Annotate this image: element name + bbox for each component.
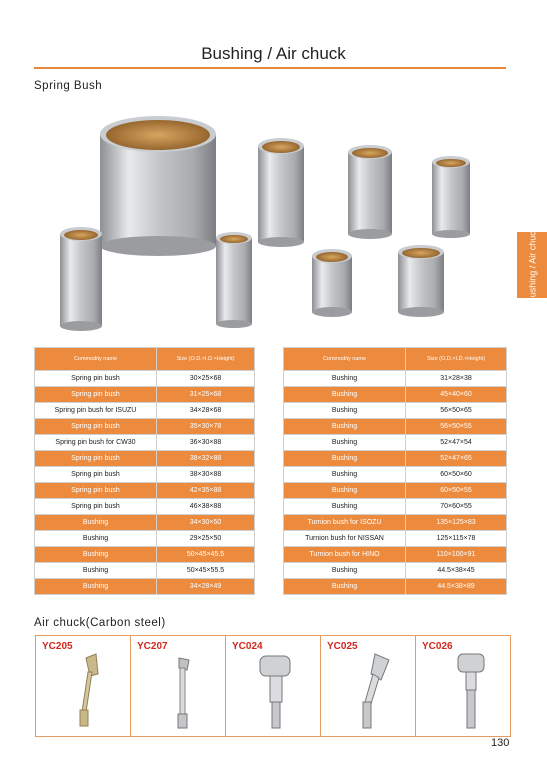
right-header-name: Commodity name bbox=[284, 348, 406, 371]
air-chuck-item bbox=[416, 636, 510, 736]
right-header-size: Size (O.D.×I.D.×Height) bbox=[406, 348, 507, 371]
table-row bbox=[35, 483, 255, 499]
table-row bbox=[35, 547, 255, 563]
spring-bush-heading: Spring Bush bbox=[34, 80, 103, 92]
air-chuck-yc024-icon bbox=[226, 650, 320, 736]
air-chuck-yc207-icon bbox=[131, 650, 225, 736]
size-cell: 70×60×55 bbox=[406, 499, 507, 515]
air-chuck-code: YC025 bbox=[327, 641, 358, 652]
size-cell: 46×38×88 bbox=[157, 499, 255, 515]
side-tab bbox=[517, 226, 547, 304]
size-cell: 42×35×88 bbox=[157, 483, 255, 499]
side-tab-label: Bushing / Air chuck bbox=[527, 226, 538, 304]
commodity-name-cell: Spring pin bush bbox=[35, 387, 157, 403]
size-cell: 38×32×88 bbox=[157, 451, 255, 467]
tall-bush bbox=[258, 138, 304, 247]
slim-bush-1 bbox=[348, 145, 392, 239]
title-divider bbox=[34, 67, 506, 69]
size-cell: 50×45×45.5 bbox=[157, 547, 255, 563]
table-row bbox=[284, 387, 507, 403]
size-cell: 56×50×65 bbox=[406, 403, 507, 419]
air-chuck-code: YC026 bbox=[422, 641, 453, 652]
commodity-name-cell: Spring pin bush bbox=[35, 467, 157, 483]
commodity-name-cell: Spring pin bush bbox=[35, 499, 157, 515]
right-spec-table bbox=[283, 347, 507, 595]
commodity-name-cell: Bushing bbox=[284, 499, 406, 515]
air-chuck-item bbox=[321, 636, 416, 736]
commodity-name-cell: Bushing bbox=[35, 563, 157, 579]
front-bush-4 bbox=[398, 245, 444, 317]
commodity-name-cell: Spring pin bush bbox=[35, 419, 157, 435]
air-chuck-yc025-icon bbox=[321, 650, 415, 736]
page-title: Bushing / Air chuck bbox=[201, 44, 346, 63]
commodity-name-cell: Bushing bbox=[284, 579, 406, 595]
large-bush bbox=[100, 116, 216, 256]
table-row bbox=[284, 531, 507, 547]
air-chuck-code: YC205 bbox=[42, 641, 73, 652]
commodity-name-cell: Turnion bush for NISSAN bbox=[284, 531, 406, 547]
page-number: 130 bbox=[491, 737, 510, 749]
size-cell: 34×28×49 bbox=[157, 579, 255, 595]
air-chuck-item bbox=[226, 636, 321, 736]
commodity-name-cell: Turnion bush for HINO bbox=[284, 547, 406, 563]
size-cell: 34×28×68 bbox=[157, 403, 255, 419]
table-row bbox=[284, 499, 507, 515]
table-row bbox=[35, 371, 255, 387]
table-row bbox=[35, 435, 255, 451]
air-chuck-code: YC024 bbox=[232, 641, 263, 652]
table-row bbox=[35, 451, 255, 467]
table-row bbox=[35, 403, 255, 419]
air-chuck-item bbox=[131, 636, 226, 736]
size-cell: 29×25×50 bbox=[157, 531, 255, 547]
size-cell: 38×30×88 bbox=[157, 467, 255, 483]
commodity-name-cell: Spring pin bush bbox=[35, 483, 157, 499]
commodity-name-cell: Bushing bbox=[284, 483, 406, 499]
size-cell: 44.5×38×89 bbox=[406, 579, 507, 595]
size-cell: 31×28×38 bbox=[406, 371, 507, 387]
air-chuck-yc205-icon bbox=[36, 650, 130, 736]
left-spec-table bbox=[34, 347, 255, 595]
table-row bbox=[284, 371, 507, 387]
size-cell: 56×50×55 bbox=[406, 419, 507, 435]
table-row bbox=[284, 547, 507, 563]
commodity-name-cell: Bushing bbox=[35, 515, 157, 531]
air-chuck-item bbox=[36, 636, 131, 736]
bushings-photo bbox=[40, 106, 500, 338]
table-row bbox=[284, 419, 507, 435]
commodity-name-cell: Turnion bush for ISOZU bbox=[284, 515, 406, 531]
commodity-name-cell: Spring pin bush for ISUZU bbox=[35, 403, 157, 419]
size-cell: 52×47×54 bbox=[406, 435, 507, 451]
table-row bbox=[284, 467, 507, 483]
table-row bbox=[35, 515, 255, 531]
table-row bbox=[35, 531, 255, 547]
size-cell: 36×30×88 bbox=[157, 435, 255, 451]
air-chuck-row bbox=[35, 635, 511, 737]
size-cell: 135×125×83 bbox=[406, 515, 507, 531]
commodity-name-cell: Bushing bbox=[284, 371, 406, 387]
air-chuck-code: YC207 bbox=[137, 641, 168, 652]
size-cell: 125×115×78 bbox=[406, 531, 507, 547]
commodity-name-cell: Spring pin bush bbox=[35, 371, 157, 387]
size-cell: 50×45×55.5 bbox=[157, 563, 255, 579]
size-cell: 35×30×78 bbox=[157, 419, 255, 435]
size-cell: 60×50×55 bbox=[406, 483, 507, 499]
size-cell: 60×50×60 bbox=[406, 467, 507, 483]
commodity-name-cell: Spring pin bush bbox=[35, 451, 157, 467]
size-cell: 34×30×50 bbox=[157, 515, 255, 531]
table-row bbox=[284, 579, 507, 595]
commodity-name-cell: Bushing bbox=[284, 563, 406, 579]
table-row bbox=[284, 515, 507, 531]
slim-bush-2 bbox=[432, 156, 470, 238]
commodity-name-cell: Bushing bbox=[35, 531, 157, 547]
commodity-name-cell: Bushing bbox=[284, 467, 406, 483]
commodity-name-cell: Bushing bbox=[284, 435, 406, 451]
commodity-name-cell: Bushing bbox=[284, 451, 406, 467]
air-chuck-yc026-icon bbox=[416, 650, 510, 736]
front-bush-2 bbox=[216, 232, 252, 328]
left-header-size: Size (O.D.×I.D.×Height) bbox=[157, 348, 255, 371]
commodity-name-cell: Bushing bbox=[284, 403, 406, 419]
size-cell: 52×47×65 bbox=[406, 451, 507, 467]
air-chuck-heading: Air chuck(Carbon steel) bbox=[34, 617, 166, 629]
table-row bbox=[35, 387, 255, 403]
table-row bbox=[35, 419, 255, 435]
table-row bbox=[284, 451, 507, 467]
left-header-name: Commodity name bbox=[35, 348, 157, 371]
size-cell: 44.5×38×45 bbox=[406, 563, 507, 579]
table-row bbox=[35, 579, 255, 595]
table-row bbox=[35, 563, 255, 579]
table-row bbox=[284, 563, 507, 579]
commodity-name-cell: Bushing bbox=[35, 547, 157, 563]
commodity-name-cell: Bushing bbox=[284, 419, 406, 435]
size-cell: 45×40×60 bbox=[406, 387, 507, 403]
front-bush-3 bbox=[312, 249, 352, 317]
table-row bbox=[35, 467, 255, 483]
table-row bbox=[284, 435, 507, 451]
commodity-name-cell: Bushing bbox=[35, 579, 157, 595]
front-bush-1 bbox=[60, 227, 102, 331]
table-row bbox=[284, 483, 507, 499]
table-row bbox=[284, 403, 507, 419]
table-row bbox=[35, 499, 255, 515]
size-cell: 30×25×68 bbox=[157, 371, 255, 387]
commodity-name-cell: Bushing bbox=[284, 387, 406, 403]
size-cell: 31×25×68 bbox=[157, 387, 255, 403]
commodity-name-cell: Spring pin bush for CW30 bbox=[35, 435, 157, 451]
size-cell: 110×100×91 bbox=[406, 547, 507, 563]
